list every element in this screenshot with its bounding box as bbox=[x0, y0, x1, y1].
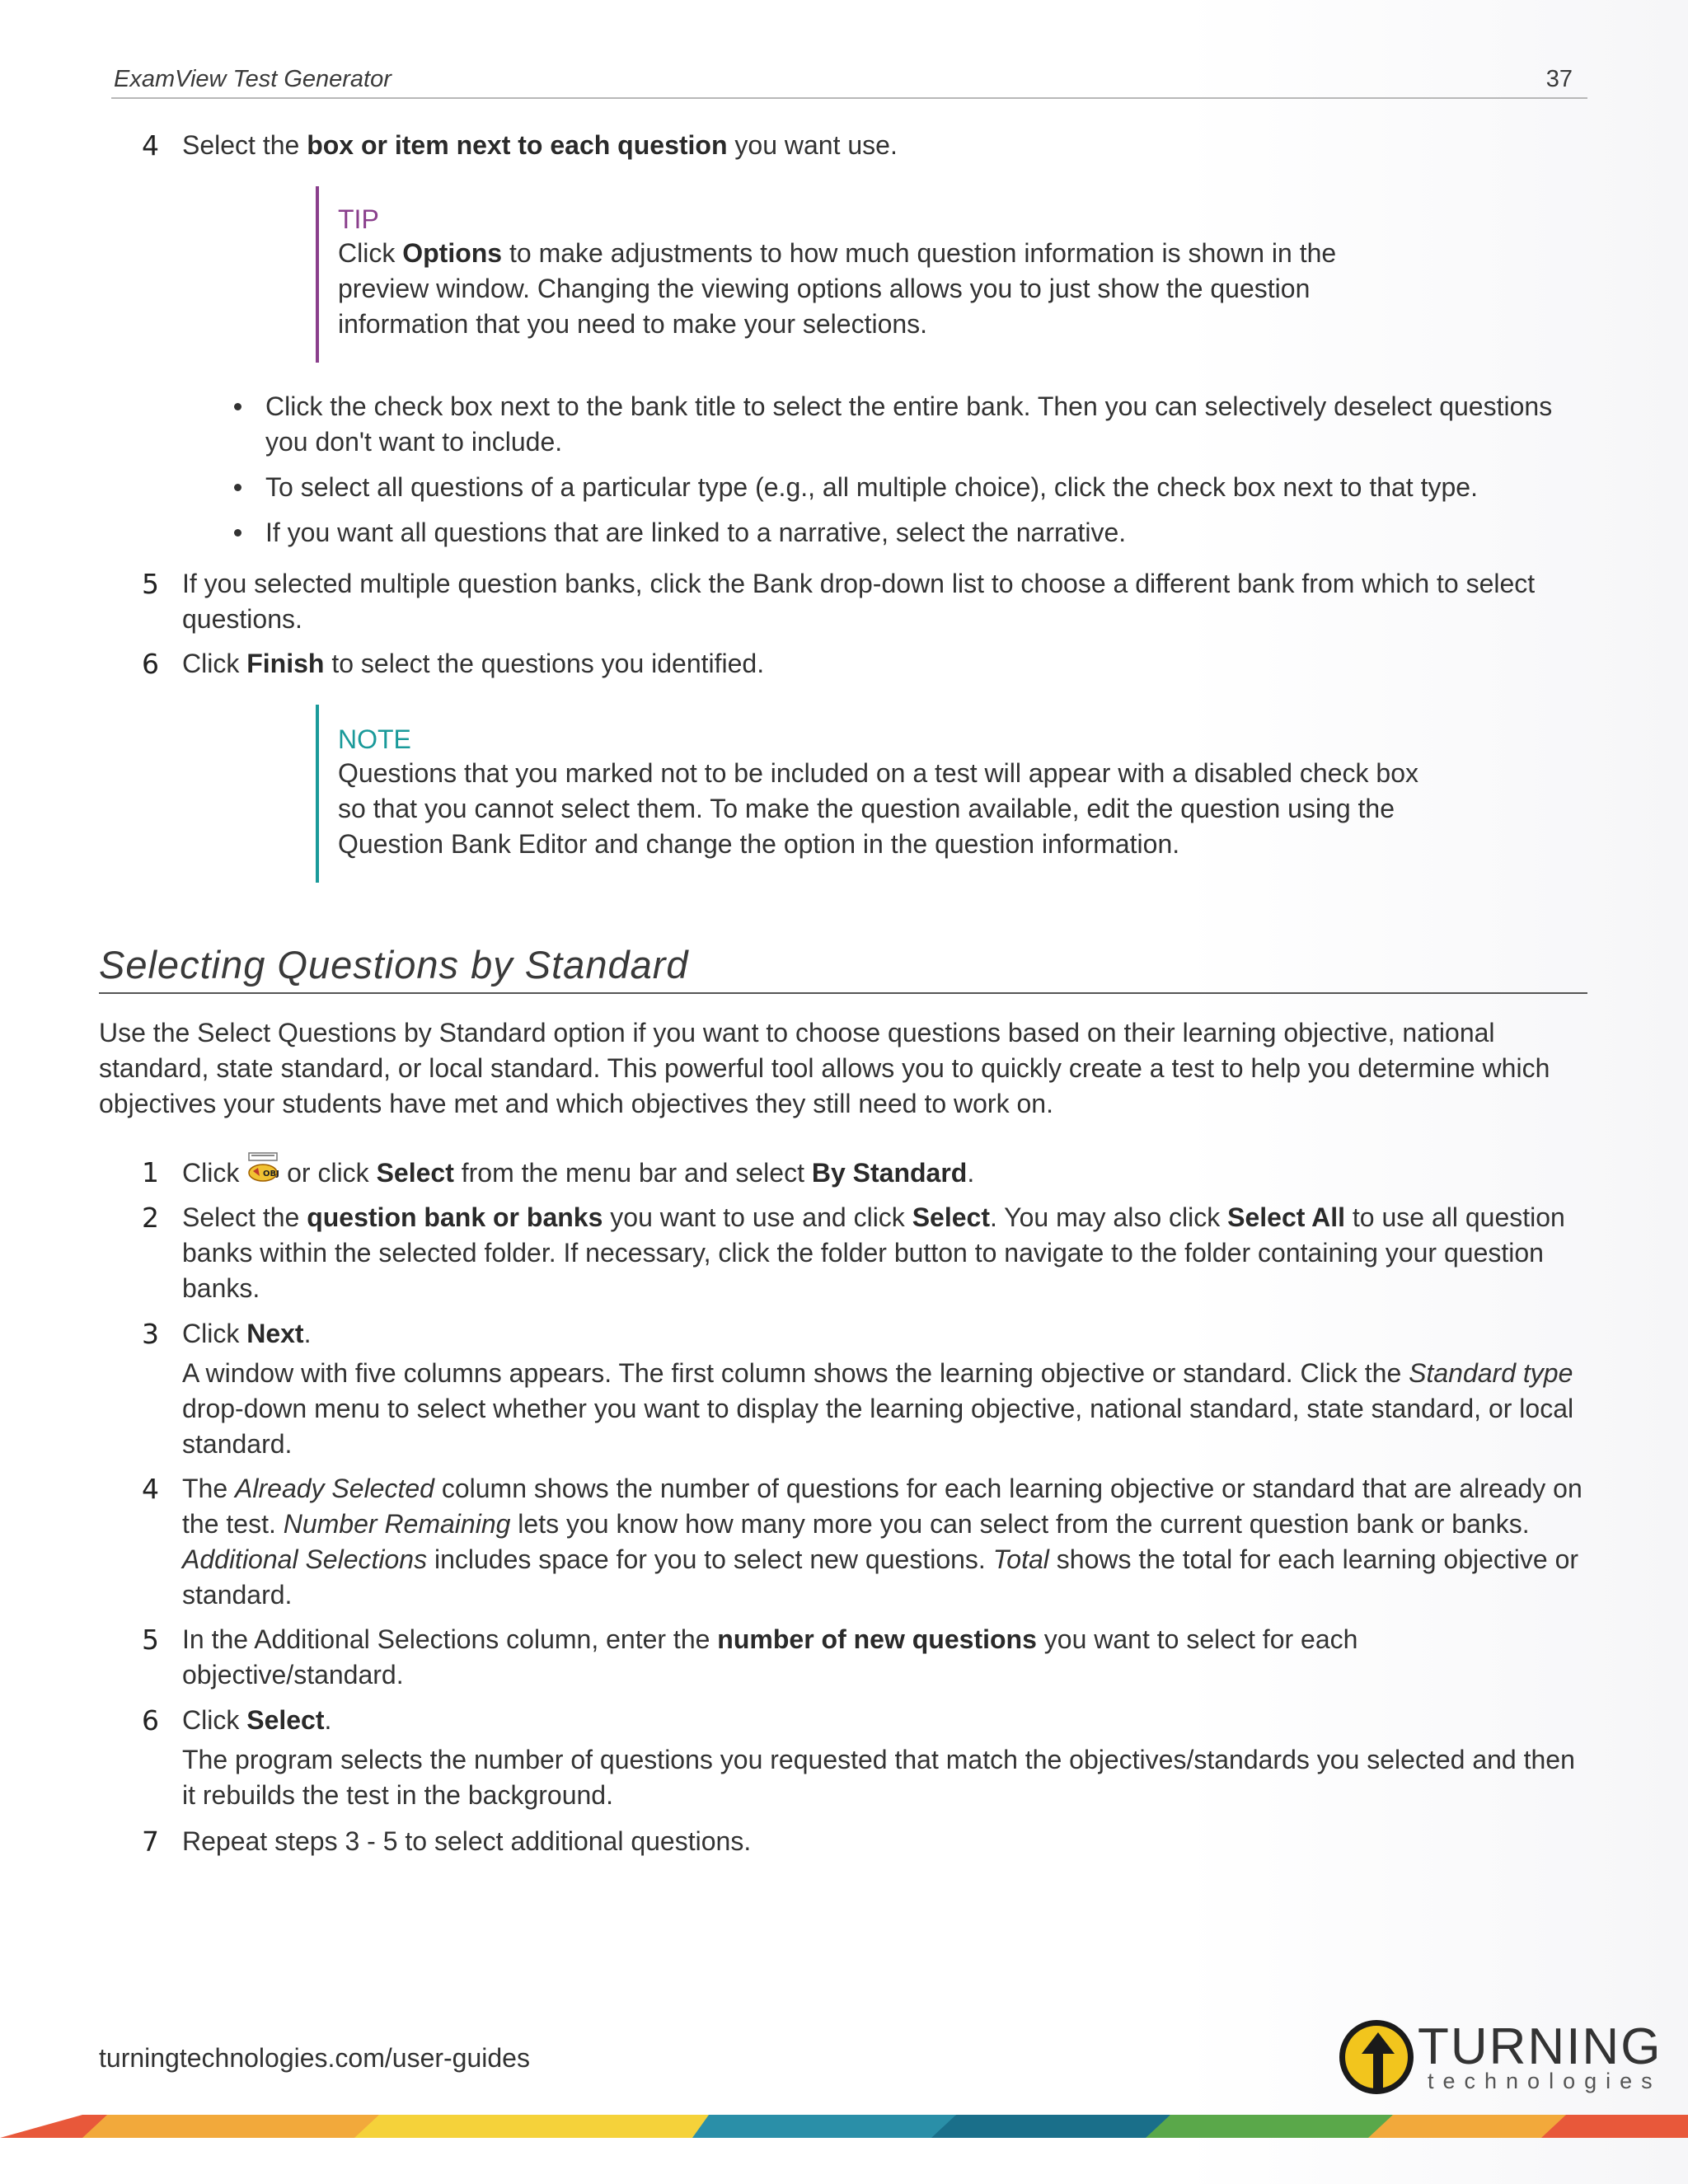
logo-wordmark: TURNING bbox=[1418, 2018, 1662, 2075]
tip-bar bbox=[316, 186, 319, 363]
header-title: ExamView Test Generator bbox=[114, 66, 392, 92]
step-text: In the Additional Selections column, enter the number of new questions you want to select for each objective/standard. bbox=[182, 1624, 1358, 1690]
select-by-standard-icon[interactable] bbox=[246, 1151, 279, 1192]
step-text: Select the box or item next to each question you want use. bbox=[182, 130, 898, 160]
step-number: 1 bbox=[142, 1156, 159, 1188]
note-callout bbox=[316, 705, 1475, 883]
note-bar bbox=[316, 705, 319, 883]
section-intro: Use the Select Questions by Standard option if you want to choose questions based on their learning objective, national standard, state standard, or local standard. This powerful tool allows you to quickly create a test to help you determine which objectives your students have met and which objectives they still need to work on. bbox=[99, 1018, 1550, 1118]
svg-text:OBJ: OBJ bbox=[263, 1169, 280, 1179]
page-number: 37 bbox=[1545, 66, 1573, 92]
step-text: If you selected multiple question banks, click the Bank drop-down list to choose a different bank from which to select questions. bbox=[182, 569, 1536, 634]
step-text: Click Select. bbox=[182, 1705, 332, 1735]
step-description: The program selects the number of questions you requested that match the objectives/standards you selected and then it rebuilds the test in the background. bbox=[182, 1745, 1575, 1810]
bullet-dot bbox=[234, 403, 241, 410]
bullet-item: If you want all questions that are linked to a narrative, select the narrative. bbox=[231, 515, 1582, 551]
header-divider bbox=[111, 97, 1587, 99]
step-number: 4 bbox=[142, 129, 159, 162]
step-number: 4 bbox=[142, 1473, 159, 1505]
section-divider bbox=[99, 992, 1587, 994]
bullet-item: Click the check box next to the bank title to select the entire bank. Then you can selectively deselect questions you don't want to include. bbox=[231, 389, 1582, 460]
bullet-list bbox=[231, 389, 1582, 560]
step-text: Select the question bank or banks you want to use and click Select. You may also click Select All to use all question banks within the selected folder. If necessary, click the folder button to navigate to the folder containing your question banks. bbox=[182, 1202, 1565, 1303]
step-number: 3 bbox=[142, 1318, 159, 1350]
step-description: A window with five columns appears. The first column shows the learning objective or standard. Click the Standard type drop-down menu to select whether you want to display the learning objective, national standard, state standard, or local standard. bbox=[182, 1358, 1574, 1459]
tip-callout bbox=[316, 186, 1475, 363]
logo-subtitle: technologies bbox=[1428, 2069, 1662, 2093]
logo-arrow-icon bbox=[1337, 2018, 1416, 2097]
note-label: NOTE bbox=[338, 724, 411, 754]
note-text: Questions that you marked not to be included on a test will appear with a disabled check box so that you cannot select them. To make the question available, edit the question using the Question Bank Editor and change the option in the question information. bbox=[338, 758, 1418, 859]
turning-technologies-logo bbox=[1337, 2018, 1662, 2097]
step-number: 6 bbox=[142, 648, 159, 680]
bullet-dot bbox=[234, 484, 241, 491]
step-number: 7 bbox=[142, 1825, 159, 1858]
step-number: 5 bbox=[142, 1624, 159, 1656]
footer-color-stripe bbox=[0, 2115, 1688, 2138]
step-text: Click OBJ or click Select from the menu bar and select By Standard. bbox=[182, 1155, 1587, 1195]
tip-text: Click Options to make adjustments to how much question information is shown in the preview window. Changing the viewing options allows you to just show the question information that you need to make your selections. bbox=[338, 238, 1337, 339]
step-text: Repeat steps 3 - 5 to select additional questions. bbox=[182, 1826, 752, 1856]
step-number: 5 bbox=[142, 568, 159, 600]
step-text: Click Next. bbox=[182, 1319, 312, 1348]
step-number: 2 bbox=[142, 1202, 159, 1234]
step-number: 6 bbox=[142, 1704, 159, 1736]
bullet-dot bbox=[234, 529, 241, 537]
tip-label: TIP bbox=[338, 204, 379, 234]
step-text: Click Finish to select the questions you identified. bbox=[182, 649, 765, 678]
step-text: The Already Selected column shows the number of questions for each learning objective or standard that are already on the test. Number Remaining lets you know how many more you can select from the current question bank or banks. Additional Selections includes space for you to select new questions. Total shows the total for each learning objective or standard. bbox=[182, 1474, 1582, 1610]
section-title: Selecting Questions by Standard bbox=[99, 943, 689, 987]
footer-link[interactable]: turningtechnologies.com/user-guides bbox=[99, 2043, 530, 2073]
bullet-item: To select all questions of a particular type (e.g., all multiple choice), click the check box next to that type. bbox=[231, 470, 1582, 505]
